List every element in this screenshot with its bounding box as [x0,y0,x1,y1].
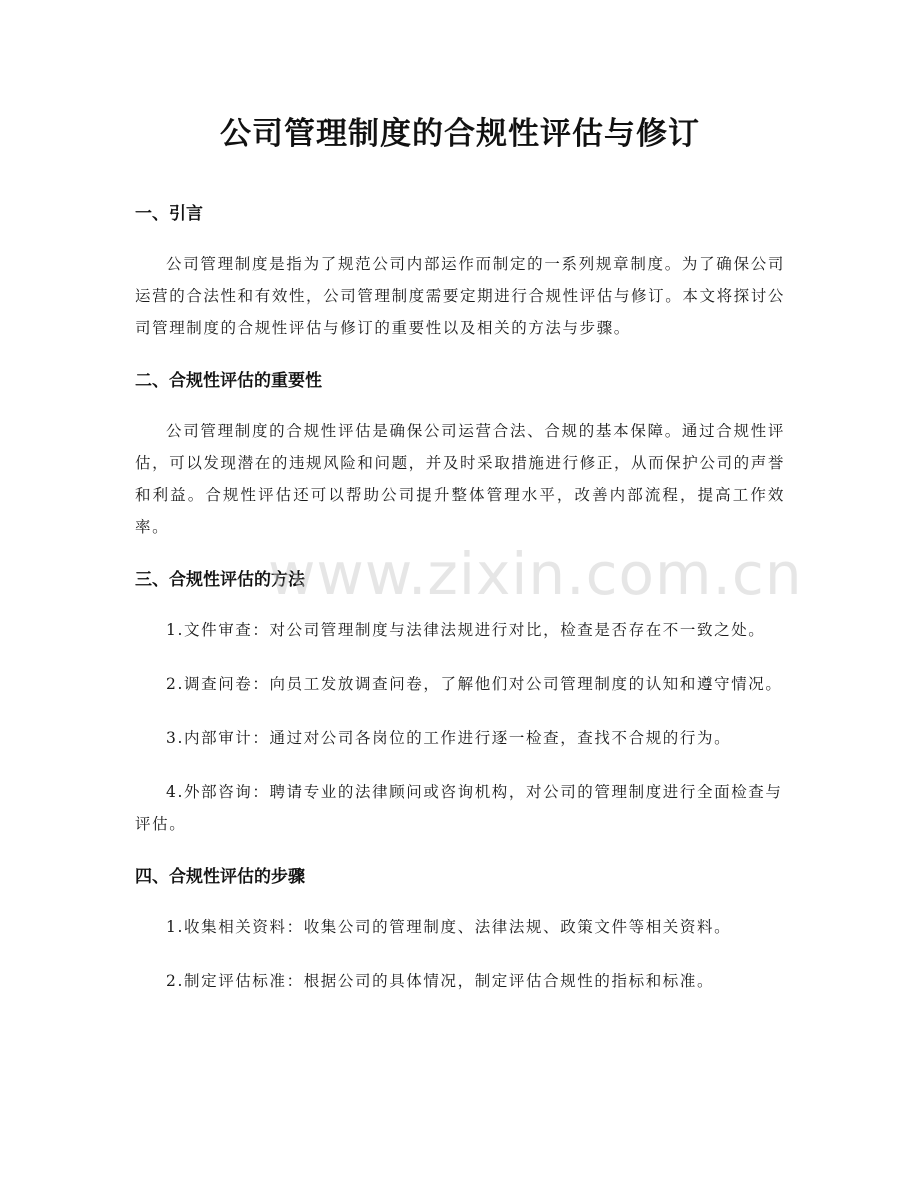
watermark-text: www.zixin.com.cn [268,540,803,608]
section-heading-importance: 二、合规性评估的重要性 [135,371,322,391]
document-title: 公司管理制度的合规性评估与修订 [220,116,700,152]
list-item: 3.内部审计：通过对公司各岗位的工作进行逐一检查，查找不合规的行为。 [166,729,732,747]
list-item: 1.收集相关资料：收集公司的管理制度、法律法规、政策文件等相关资料。 [166,918,732,936]
section-heading-methods: 三、合规性评估的方法 [135,570,305,590]
section-heading-steps: 四、合规性评估的步骤 [135,867,305,887]
list-item: 1.文件审查：对公司管理制度与法律法规进行对比，检查是否存在不一致之处。 [166,621,766,639]
paragraph-importance: 公司管理制度的合规性评估是确保公司运营合法、合规的基本保障。通过合规性评估，可以发现潜在的违规风险和问题，并及时采取措施进行修正，从而保护公司的声誉和利益。合规性评估还可以帮助公司提升整体管理水平，改善内部流程，提高工作效率。 [135,422,785,536]
list-item: 2.制定评估标准：根据公司的具体情况，制定评估合规性的指标和标准。 [166,972,715,990]
list-item: 4.外部咨询：聘请专业的法律顾问或咨询机构，对公司的管理制度进行全面检查与评估。 [135,783,783,833]
list-item: 2.调查问卷：向员工发放调查问卷，了解他们对公司管理制度的认知和遵守情况。 [166,675,783,693]
paragraph-introduction: 公司管理制度是指为了规范公司内部运作而制定的一系列规章制度。为了确保公司运营的合法性和有效性，公司管理制度需要定期进行合规性评估与修订。本文将探讨公司管理制度的合规性评估与修订的重要性以及相关的方法与步骤。 [135,255,785,337]
section-heading-introduction: 一、引言 [135,204,203,224]
